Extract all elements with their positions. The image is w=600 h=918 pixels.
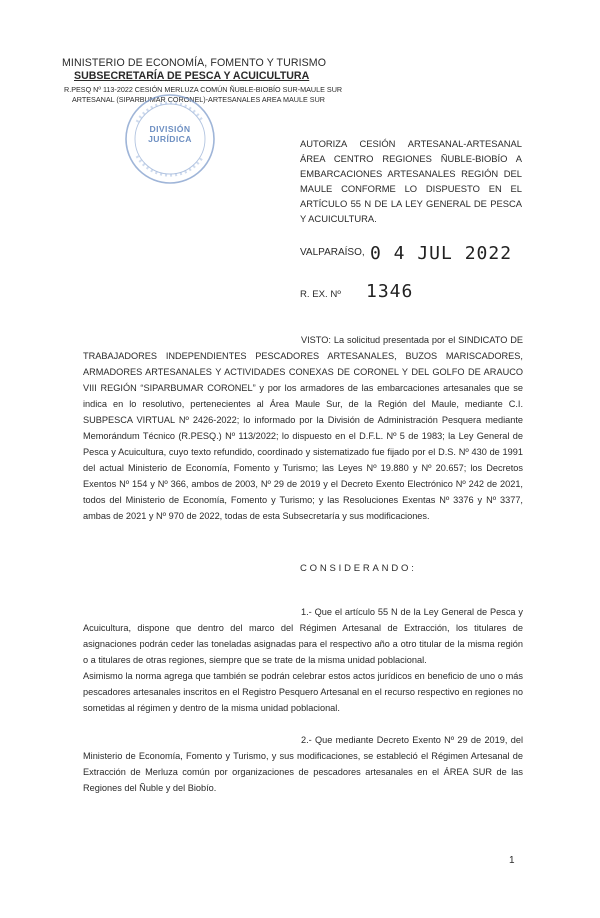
stamp-line-1: DIVISIÓN xyxy=(149,124,191,134)
considerando-2-text: 2.- Que mediante Decreto Exento Nº 29 de 2019, del Ministerio de Economía, Fomento y Turismo, y sus modificaciones, se estableció el Régimen Artesanal de Extracción de Merluza común por organizaciones de pescadores artesanales en el ÁREA SUR de las Regiones del Ñuble y del Biobío. xyxy=(83,735,523,793)
page-number: 1 xyxy=(509,855,515,866)
considerando-1-text: 1.- Que el artículo 55 N de la Ley General de Pesca y Acuicultura, dispone que dentro del marco del Régimen Artesanal de Extracción, los titulares de asignaciones podrán ceder las toneladas asignadas para el respectivo año a otro titular de la misma región o a titulares de otras regiones, siempre que se trate de la misma unidad poblacional. xyxy=(83,607,523,665)
resolution-date-stamp: 0 4 JUL 2022 xyxy=(370,243,513,264)
visto-paragraph xyxy=(83,332,523,540)
considerando-1 xyxy=(83,604,523,716)
subsecretaria-name: SUBSECRETARÍA DE PESCA Y ACUICULTURA xyxy=(74,70,310,82)
place-label: VALPARAÍSO, xyxy=(300,247,365,258)
ministry-name: MINISTERIO DE ECONOMÍA, FOMENTO Y TURISMO xyxy=(62,57,327,69)
resolution-number: 1346 xyxy=(366,281,414,302)
stamp-label xyxy=(123,124,217,144)
reference-line-1: R.PESQ Nº 113-2022 CESIÓN MERLUZA COMÚN ÑUBLE-BIOBÍO SUR-MAULE SUR xyxy=(64,85,343,94)
considerando-2 xyxy=(83,732,523,796)
reference-line-2: ARTESANAL (SIPARBUMAR CORONEL)-ARTESANALES AREA MAULE SUR xyxy=(72,95,325,104)
resolution-number-label: R. EX. Nº xyxy=(300,289,341,300)
stamp-line-2: JURÍDICA xyxy=(148,134,192,144)
visto-text: VISTO: La solicitud presentada por el SINDICATO DE TRABAJADORES INDEPENDIENTES PESCADORES ARTESANALES, BUZOS MARISCADORES, ARMADORES ARTESANALES Y ACTIVIDADES CONEXAS DE CORONEL Y DEL GOLFO DE ARAUCO VIII REGIÓN “SIPARBUMAR CORONEL” y por los armadores de las embarcaciones artesanales que se indica en lo resolutivo, pertenecientes al Área Maule Sur, de la Región del Maule, mediante C.I. SUBPESCA VIRTUAL Nº 2426-2022; lo informado por la División de Administración Pesquera mediante Memorándum Técnico (R.PESQ.) Nº 113/2022; lo dispuesto en el D.F.L. Nº 5 de 1983; la Ley General de Pesca y Acuicultura, cuyo texto refundido, coordinado y sistematizado fue fijado por el D.S. Nº 430 de 1991 del actual Ministerio de Economía, Fomento y Turismo; las Leyes Nº 19.880 y Nº 20.657; los Decretos Exentos Nº 154 y Nº 366, ambos de 2003, Nº 29 de 2019 y el Decreto Exento Electrónico Nº 242 de 2021, todos del Ministerio de Economía, Fomento y Turismo; y las Resoluciones Exentas Nº 3376 y Nº 3377, ambas de 2021 y Nº 970 de 2022, todas de esta Subsecretaría y sus modificaciones. xyxy=(83,335,523,521)
resolution-subject: AUTORIZA CESIÓN ARTESANAL-ARTESANAL ÁREA CENTRO REGIONES ÑUBLE-BIOBÍO A EMBARCACIONES ARTESANALES REGIÓN DEL MAULE CONFORME LO DISPUESTO EN EL ARTÍCULO 55 N DE LA LEY GENERAL DE PESCA Y ACUICULTURA. xyxy=(300,138,522,224)
considerando-heading: CONSIDERANDO: xyxy=(300,563,417,574)
considerando-1-continuation: Asimismo la norma agrega que también se podrán celebrar estos actos jurídicos en beneficio de uno o más pescadores artesanales inscritos en el Registro Pesquero Artesanal en el recurso respectivo en regiones no sometidas al régimen y dentro de la misma unidad poblacional. xyxy=(83,671,523,713)
